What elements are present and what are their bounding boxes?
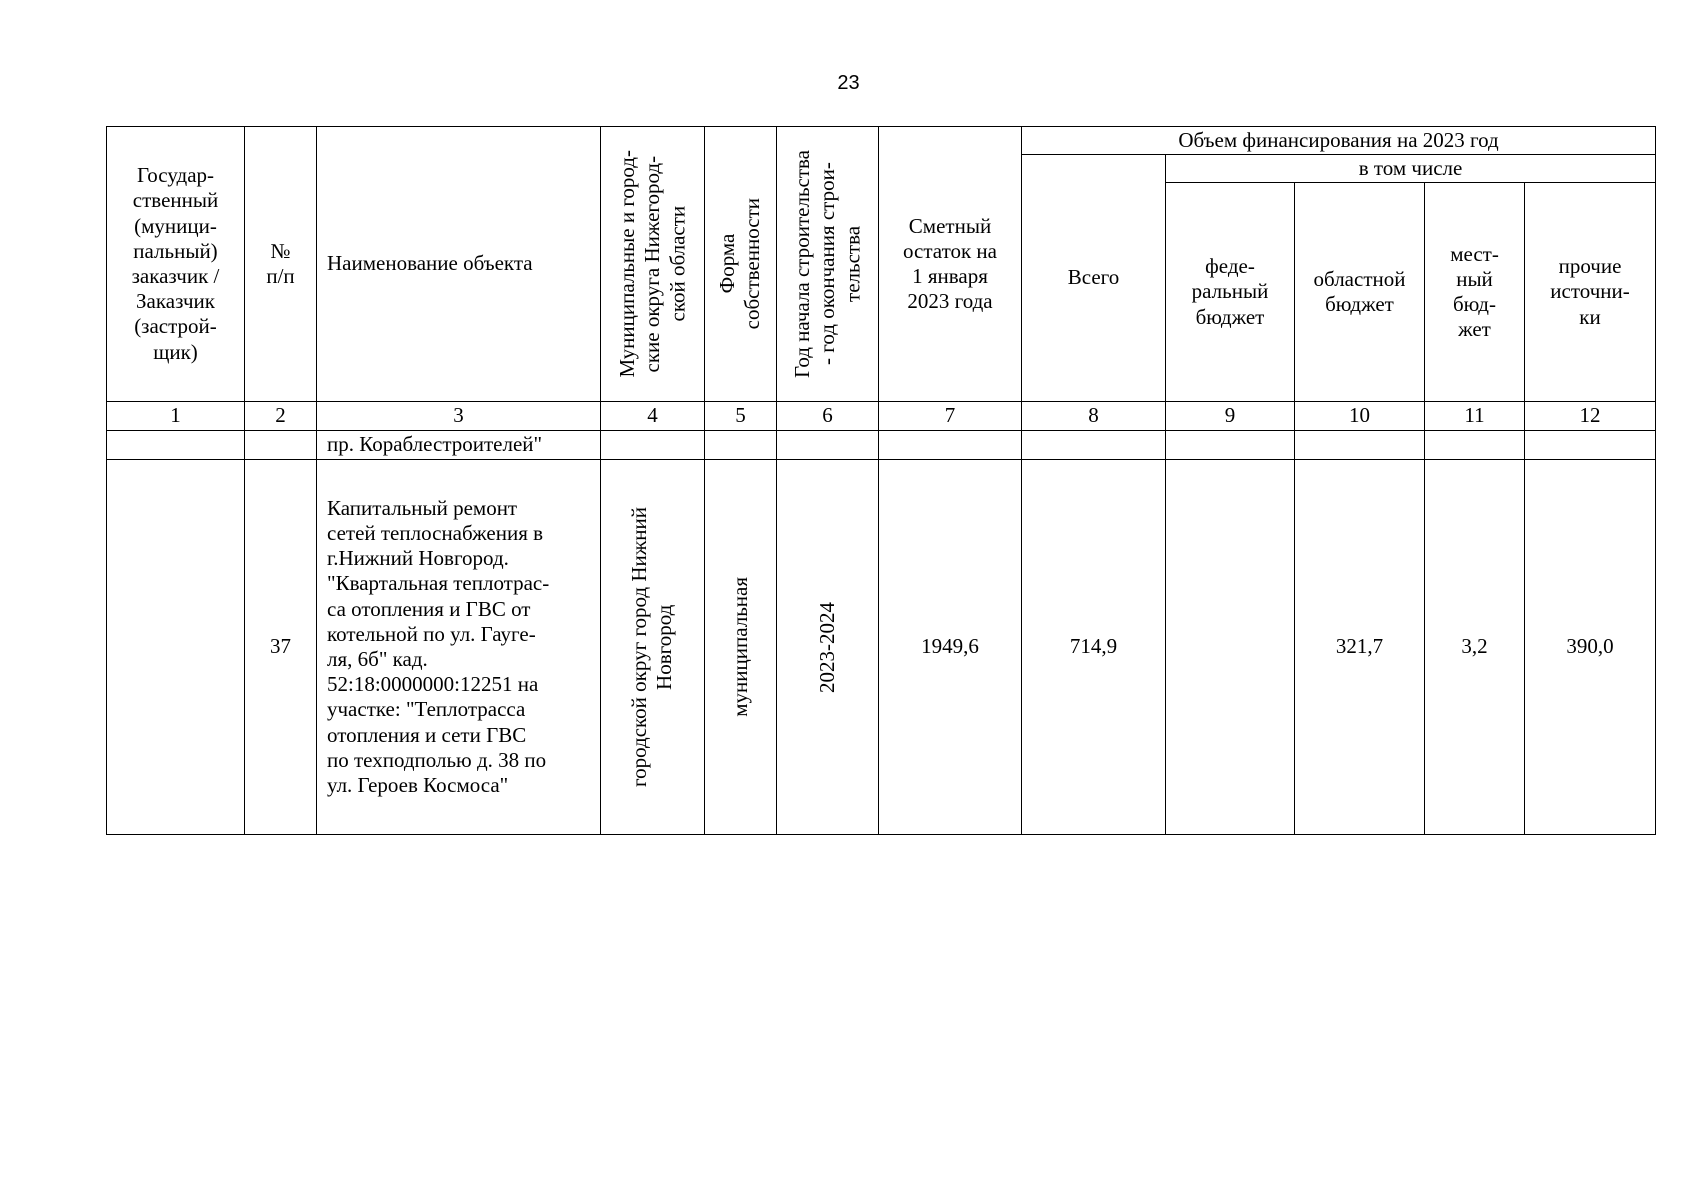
header-years-text: Год начала строительства - год окончания строи- тельства: [789, 150, 865, 378]
row-years: [777, 460, 879, 835]
row-regional: 321,7: [1295, 460, 1425, 835]
table-cell: [1022, 431, 1166, 460]
column-number: 12: [1525, 402, 1656, 431]
column-number: 7: [879, 402, 1022, 431]
row-object-name: Капитальный ремонт сетей теплоснабжения в г.Нижний Новгород. "Квартальная теплотрас- са отопления и ГВС от котельной по ул. Гауге- ля, 6б" кад. 52:18:0000000:12251 на участке: "Теплотрасса отопления и сети ГВС по техподполью д. 38 по ул. Героев Космоса": [317, 460, 601, 835]
table-cell: [777, 431, 879, 460]
table-cell: [1525, 431, 1656, 460]
header-regional: областной бюджет: [1295, 183, 1425, 402]
table-cell: [1425, 431, 1525, 460]
column-number: 8: [1022, 402, 1166, 431]
row-estimated-balance: 1949,6: [879, 460, 1022, 835]
header-funding-group: Объем финансирования на 2023 год: [1022, 127, 1656, 155]
column-number: 1: [107, 402, 245, 431]
header-total: Всего: [1022, 155, 1166, 402]
table-cell: [601, 431, 705, 460]
header-customer: Государ- ственный (муници- пальный) заказчик / Заказчик (застрой- щик): [107, 127, 245, 402]
row-other: 390,0: [1525, 460, 1656, 835]
table-cell: [1295, 431, 1425, 460]
table-cell: [107, 431, 245, 460]
continuation-row: [107, 431, 1656, 460]
header-municipality-text: Муниципальные и город- ские округа Нижегород- ской области: [614, 150, 690, 378]
page-number: 23: [837, 72, 860, 94]
header-years: [777, 127, 879, 402]
header-estimated-balance: Сметный остаток на 1 января 2023 года: [879, 127, 1022, 402]
header-number: № п/п: [245, 127, 317, 402]
continuation-object-name: пр. Кораблестроителей": [317, 431, 601, 460]
table-cell: [1166, 431, 1295, 460]
header-ownership-text: Форма собственности: [715, 198, 765, 330]
row-ownership: [705, 460, 777, 835]
table-cell: [245, 431, 317, 460]
column-number: 9: [1166, 402, 1295, 431]
header-object-name: Наименование объекта: [317, 127, 601, 402]
header-ownership: [705, 127, 777, 402]
header-local: мест- ный бюд- жет: [1425, 183, 1525, 402]
row-ownership-text: муниципальная: [727, 577, 752, 717]
table-row: [107, 460, 1656, 835]
table-cell: [879, 431, 1022, 460]
row-total: 714,9: [1022, 460, 1166, 835]
row-customer: [107, 460, 245, 835]
header-row-1: [107, 127, 1656, 155]
row-number: 37: [245, 460, 317, 835]
header-federal: феде- ральный бюджет: [1166, 183, 1295, 402]
row-years-text: 2023-2024: [814, 601, 839, 693]
column-number: 4: [601, 402, 705, 431]
column-number: 11: [1425, 402, 1525, 431]
header-including: в том числе: [1166, 155, 1656, 183]
header-municipality: [601, 127, 705, 402]
financing-table: [106, 126, 1656, 835]
table-cell: [705, 431, 777, 460]
column-number: 5: [705, 402, 777, 431]
header-other: прочие источни- ки: [1525, 183, 1656, 402]
column-number: 10: [1295, 402, 1425, 431]
column-number: 2: [245, 402, 317, 431]
row-federal: [1166, 460, 1295, 835]
row-local: 3,2: [1425, 460, 1525, 835]
column-number: 3: [317, 402, 601, 431]
column-number: 6: [777, 402, 879, 431]
column-number-row: [107, 402, 1656, 431]
row-municipality-text: городской округ город Нижний Новгород: [627, 507, 677, 787]
row-municipality: [601, 460, 705, 835]
